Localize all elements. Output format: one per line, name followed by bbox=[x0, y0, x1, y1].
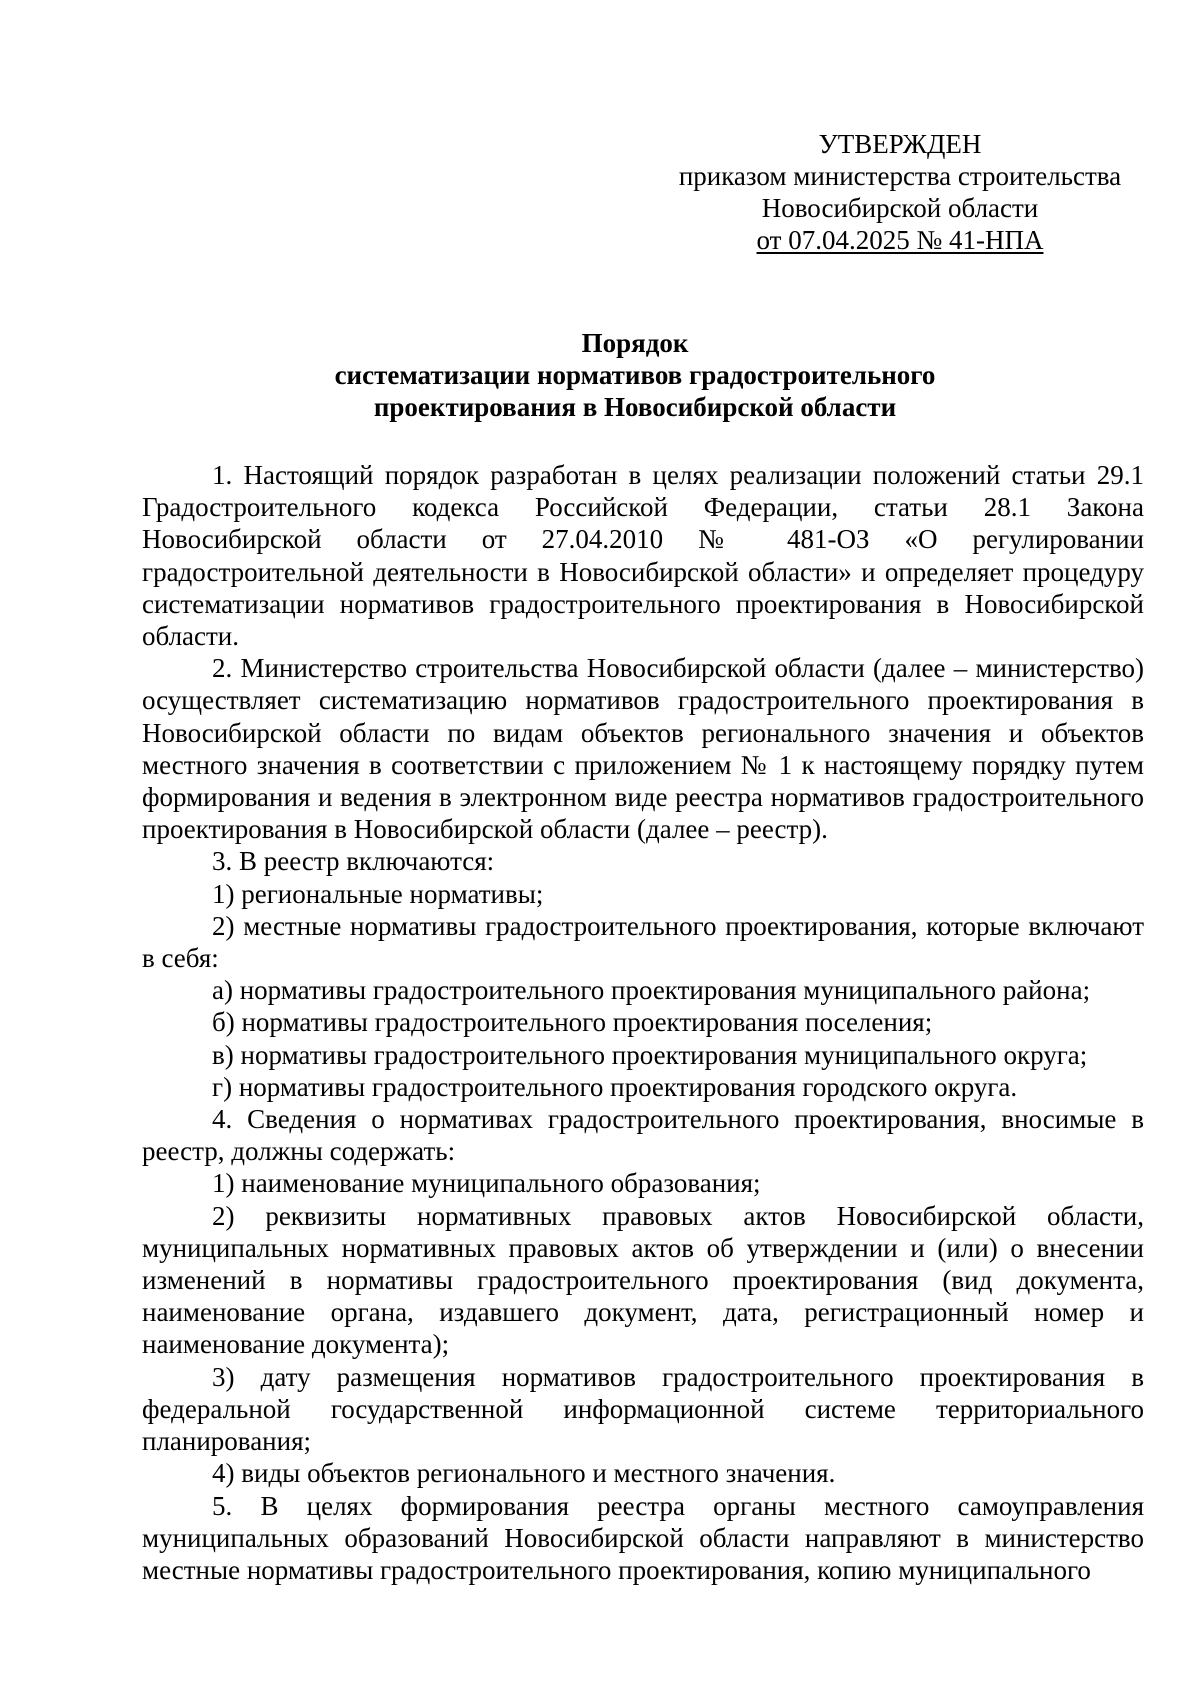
paragraph-3-item-2: 2) местные нормативы градостроительного проектирования, которые включают в себя: bbox=[142, 910, 1144, 974]
paragraph-4: 4. Сведения о нормативах градостроительного проектирования, вносимые в реестр, должны содержать: bbox=[142, 1104, 1144, 1167]
paragraph-4-item-3: 3) дату размещения нормативов градостроительного проектирования в федеральной государственной информационной системе территориального планирования; bbox=[142, 1361, 1144, 1457]
paragraph-4-item-1: 1) наименование муниципального образования; bbox=[212, 1168, 761, 1199]
paragraph-2: 2. Министерство строительства Новосибирской области (далее – министерство) осуществляет систематизацию нормативов градостроительного проектирования в Новосибирской области по видам объектов регионального значения и объектов местного значения в соответствии с приложением № 1 к настоящему порядку путем формирования и ведения в электронном виде реестра нормативов градостроительного проектирования в Новосибирской области (далее – реестр). bbox=[142, 653, 1144, 845]
paragraph-5: 5. В целях формирования реестра органы местного самоуправления муниципальных образований Новосибирской области направляют в министерство местные нормативы градостроительного проектирования, копию муниципального bbox=[142, 1490, 1144, 1585]
title-line-2: систематизации нормативов градостроительного bbox=[334, 360, 936, 390]
approval-date-number: от 07.04.2025 № 41-НПА bbox=[756, 225, 1044, 255]
paragraph-3-item-2d: г) нормативы градостроительного проектирования городского округа. bbox=[212, 1071, 1018, 1102]
paragraph-3: 3. В реестр включаются: bbox=[212, 846, 495, 877]
title-line-3: проектирования в Новосибирской области bbox=[373, 392, 897, 422]
paragraph-4-item-4: 4) виды объектов регионального и местного значения. bbox=[212, 1458, 836, 1489]
paragraph-1: 1. Настоящий порядок разработан в целях реализации положений статьи 29.1 Градостроительного кодекса Российской Федерации, статьи 28.1 Закона Новосибирской области от 27.04.2010 № 481-ОЗ «О регулировании градостроительной деятельности в Новосибирской области» и определяет процедуру систематизации нормативов градостроительного проектирования в Новосибирской области. bbox=[142, 460, 1144, 652]
paragraph-4-item-2: 2) реквизиты нормативных правовых актов Новосибирской области, муниципальных нормативных правовых актов об утверждении и (или) о внесении изменений в нормативы градостроительного проектирования (вид документа, наименование органа, издавшего документ, дата, регистрационный номер и наименование документа); bbox=[142, 1200, 1144, 1360]
paragraph-3-item-2b: б) нормативы градостроительного проектирования поселения; bbox=[212, 1007, 933, 1038]
approval-order-line: приказом министерства строительства bbox=[678, 161, 1122, 191]
title-line-1: Порядок bbox=[581, 328, 689, 358]
document-body bbox=[142, 459, 1144, 1586]
document-title bbox=[140, 327, 1130, 423]
paragraph-3-item-1: 1) региональные нормативы; bbox=[212, 878, 544, 909]
approval-stamp bbox=[660, 128, 1140, 256]
paragraph-3-item-2c: в) нормативы градостроительного проектирования муниципального округа; bbox=[212, 1039, 1088, 1070]
paragraph-3-item-2a: а) нормативы градостроительного проектирования муниципального района; bbox=[212, 975, 1091, 1006]
approval-region-line: Новосибирской области bbox=[761, 193, 1039, 223]
approval-heading: УТВЕРЖДЕН bbox=[818, 129, 982, 159]
